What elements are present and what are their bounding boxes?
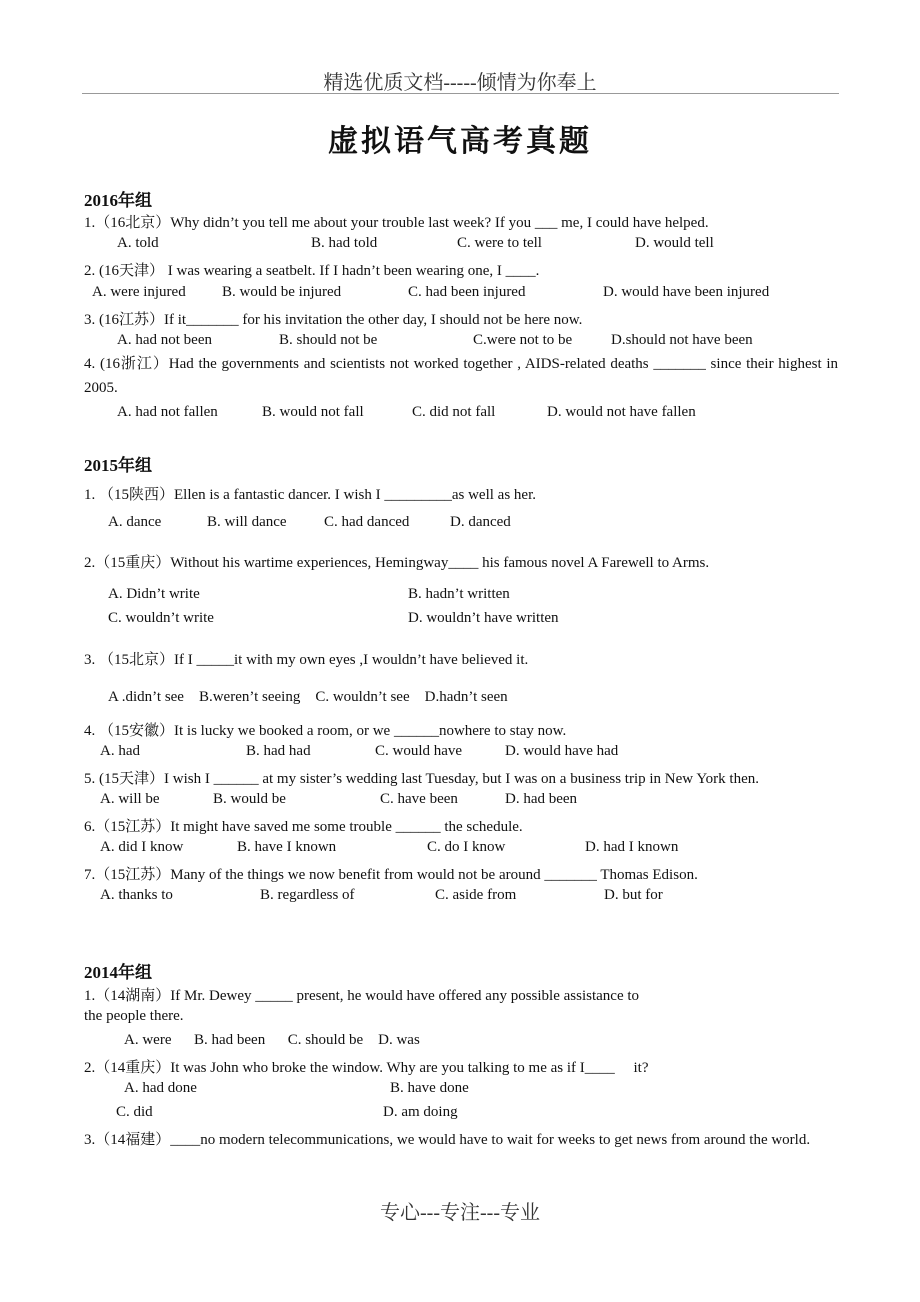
option-a: A. had done	[124, 1080, 197, 1096]
option-c: C. were to tell	[457, 235, 542, 251]
option-d: D.should not have been	[611, 332, 753, 348]
option-c: C. had been injured	[408, 284, 526, 300]
option-a: A. had not fallen	[117, 404, 218, 420]
option-d: D. had I known	[585, 839, 679, 855]
option-b: B. would not fall	[262, 404, 364, 420]
question-stem: 3. (16江苏）If it_______ for his invitation the other day, I should not be here now.	[84, 312, 583, 328]
question-stem: 6.（15江苏）It might have saved me some trouble ______ the schedule.	[84, 819, 523, 835]
question-stem: 7.（15江苏）Many of the things we now benefit from would not be around _______ Thomas Edison.	[84, 867, 698, 883]
page-footer: 专心---专注---专业	[380, 1202, 540, 1224]
option-b: B. hadn’t written	[408, 586, 510, 602]
question-stem: 1.（14湖南）If Mr. Dewey _____ present, he would have offered any possible assistance to	[84, 988, 640, 1004]
section-heading-2015: 2015年组	[84, 456, 152, 475]
section-heading-2014: 2014年组	[84, 963, 152, 982]
option-c: C. did	[116, 1104, 153, 1120]
header-divider	[82, 93, 839, 94]
section-heading-2016: 2016年组	[84, 191, 152, 210]
option-b: B. have done	[390, 1080, 469, 1096]
option-d: D. would not have fallen	[547, 404, 696, 420]
question-stem: 4. (16浙江）Had the governments and scientists not worked together , AIDS-related deaths _______ since their highest in 2005.	[84, 356, 838, 396]
option-a: A. will be	[100, 791, 160, 807]
option-a: A. thanks to	[100, 887, 173, 903]
option-c: C. do I know	[427, 839, 506, 855]
option-d: D. wouldn’t have written	[408, 610, 559, 626]
option-a: A. dance	[108, 514, 162, 530]
option-b: B. will dance	[207, 514, 287, 530]
option-d: D. would tell	[635, 235, 714, 251]
question-stem: 2.（14重庆）It was John who broke the window. Why are you talking to me as if I____ it?	[84, 1060, 649, 1076]
option-b: B. had had	[246, 743, 311, 759]
question-stem: 5. (15天津）I wish I ______ at my sister’s wedding last Tuesday, but I was on a business trip in New York then.	[84, 771, 759, 787]
page-header: 精选优质文档-----倾情为你奉上	[323, 72, 597, 94]
question-stem-continued: the people there.	[84, 1008, 184, 1024]
option-b: B. would be	[213, 791, 286, 807]
question-stem: 4. （15安徽）It is lucky we booked a room, or we ______nowhere to stay now.	[84, 723, 567, 739]
options-line: A .didn’t see B.weren’t seeing C. wouldn’t see D.hadn’t seen	[108, 689, 508, 705]
option-b: B. would be injured	[222, 284, 342, 300]
option-a: A. were injured	[92, 284, 186, 300]
option-b: B. should not be	[279, 332, 378, 348]
question-stem: 1.（16北京）Why didn’t you tell me about your trouble last week? If you ___ me, I could have helped.	[84, 215, 709, 231]
option-d: D. danced	[450, 514, 511, 530]
option-b: B. regardless of	[260, 887, 355, 903]
page-title: 虚拟语气高考真题	[328, 125, 592, 158]
option-d: D. had been	[505, 791, 578, 807]
question-stem: 2. (16天津） I was wearing a seatbelt. If I hadn’t been wearing one, I ____.	[84, 263, 540, 279]
question-stem: 2.（15重庆）Without his wartime experiences, Hemingway____ his famous novel A Farewell to Arms.	[84, 555, 710, 571]
option-c: C. wouldn’t write	[108, 610, 214, 626]
option-a: A. had not been	[117, 332, 212, 348]
option-b: B. had told	[311, 235, 378, 251]
option-c: C. did not fall	[412, 404, 496, 420]
option-c: C. had danced	[324, 514, 410, 530]
option-a: A. had	[100, 743, 140, 759]
option-c: C.were not to be	[473, 332, 573, 348]
option-b: B. have I known	[237, 839, 337, 855]
option-d: D. but for	[604, 887, 663, 903]
question-stem: 3.（14福建）____no modern telecommunications, we would have to wait for weeks to get news from around the world.	[84, 1132, 811, 1148]
question-stem: 3. （15北京）If I _____it with my own eyes ,I wouldn’t have believed it.	[84, 652, 529, 668]
question-stem: 1. （15陕西）Ellen is a fantastic dancer. I wish I _________as well as her.	[84, 487, 536, 503]
options-line: A. were B. had been C. should be D. was	[124, 1032, 420, 1048]
option-d: D. would have been injured	[603, 284, 770, 300]
option-a: A. did I know	[100, 839, 184, 855]
option-a: A. Didn’t write	[108, 586, 200, 602]
option-d: D. would have had	[505, 743, 619, 759]
option-c: C. aside from	[435, 887, 517, 903]
option-a: A. told	[117, 235, 159, 251]
option-c: C. have been	[380, 791, 458, 807]
option-c: C. would have	[375, 743, 463, 759]
option-d: D. am doing	[383, 1104, 458, 1120]
